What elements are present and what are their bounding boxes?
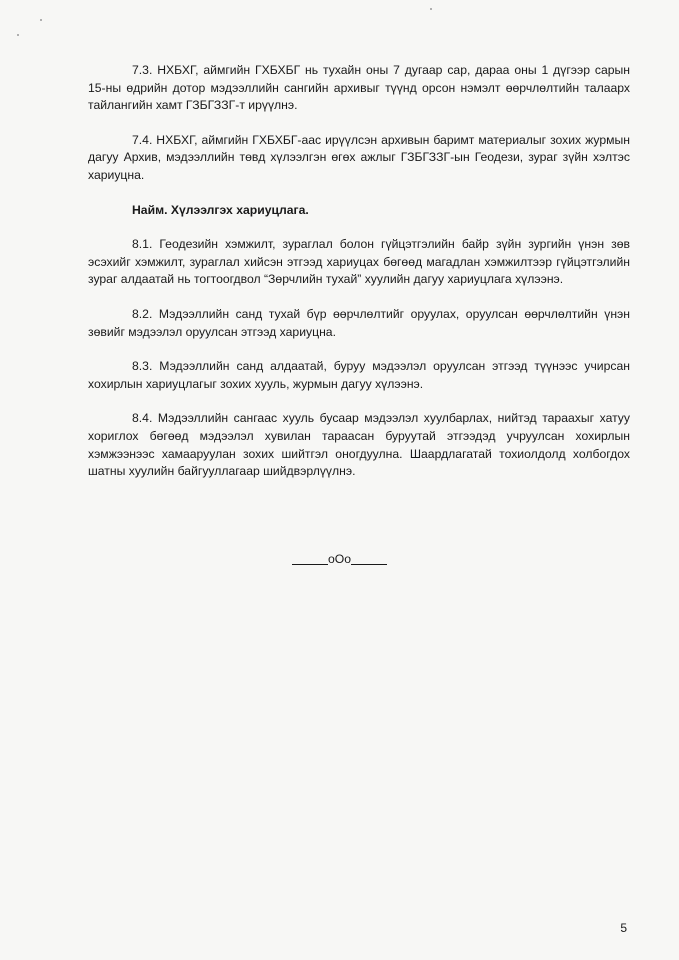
scan-speck [17,34,19,36]
divider-line-left [292,564,328,565]
paragraph-7-3: 7.3. НХБХГ, аймгийн ГХБХБГ нь тухайн оны 7 дугаар сар, дараа оны 1 дүгээр сарын 15-ны өдрийн дотор мэдээллийн сангийн архивыг түүнд орсон нэмэлт өөрчлөлтийн талаарх тайлангийн хамт ГЗБГЗЗГ-т ирүүлнэ. [88,63,630,113]
end-mark: oOo [327,552,352,566]
document-body [88,62,630,481]
scan-speck [40,19,42,21]
paragraph-8-4: 8.4. Мэдээллийн сангаас хууль бусаар мэдээлэл хуулбарлах, нийтэд тараахыг хатуу хориглох бөгөөд мэдээлэл хувилан тараасан буруутай этгээдэд учруулсан хохирлын хэмжээнээс хамааруулан зохих шийтгэл оногдуулна. Шаардлагатай тохиолдолд холбогдох шатны хуулийн байгууллагаар шийдвэрлүүлнэ. [88,411,630,479]
scan-speck [430,8,432,10]
paragraph-8-2: 8.2. Мэдээллийн санд тухай бүр өөрчлөлтийг оруулах, оруулсан өөрчлөлтийн үнэн зөвийг мэдээлэл оруулсан этгээд хариуцна. [88,306,630,339]
page-number: 5 [620,921,627,935]
paragraph-8-1: 8.1. Геодезийн хэмжилт, зураглал болон гүйцэтгэлийн байр зүйн зургийн үнэн зөв эсэхийг хэмжилт, зураглал хийсэн этгээд хариуцах бөгөөд магадлан хэмжилтээр гүйцэтгэлийн зураг алдаатай нь тогтоогдвол “Зөрчлийн тухай” хуулийн дагуу хариуцлага хүлээнэ. [88,237,630,287]
end-divider [0,552,679,566]
paragraph-8-3: 8.3. Мэдээллийн санд алдаатай, буруу мэдээлэл оруулсан этгээд түүнээс учирсан хохирлын хариуцлагыг зохих хууль, журмын дагуу хүлээнэ. [88,359,630,391]
paragraph-7-4: 7.4. НХБХГ, аймгийн ГХБХБГ-аас ирүүлсэн архивын баримт материалыг зохих журмын дагуу Архив, мэдээллийн төвд хүлээлгэн өгөх ажлыг ГЗБГЗЗГ-ын Геодези, зураг зүйн хэлтэс хариуцна. [88,132,630,182]
divider-line-right [351,564,387,565]
section-heading: Найм. Хүлээлгэх хариуцлага. [132,202,309,217]
